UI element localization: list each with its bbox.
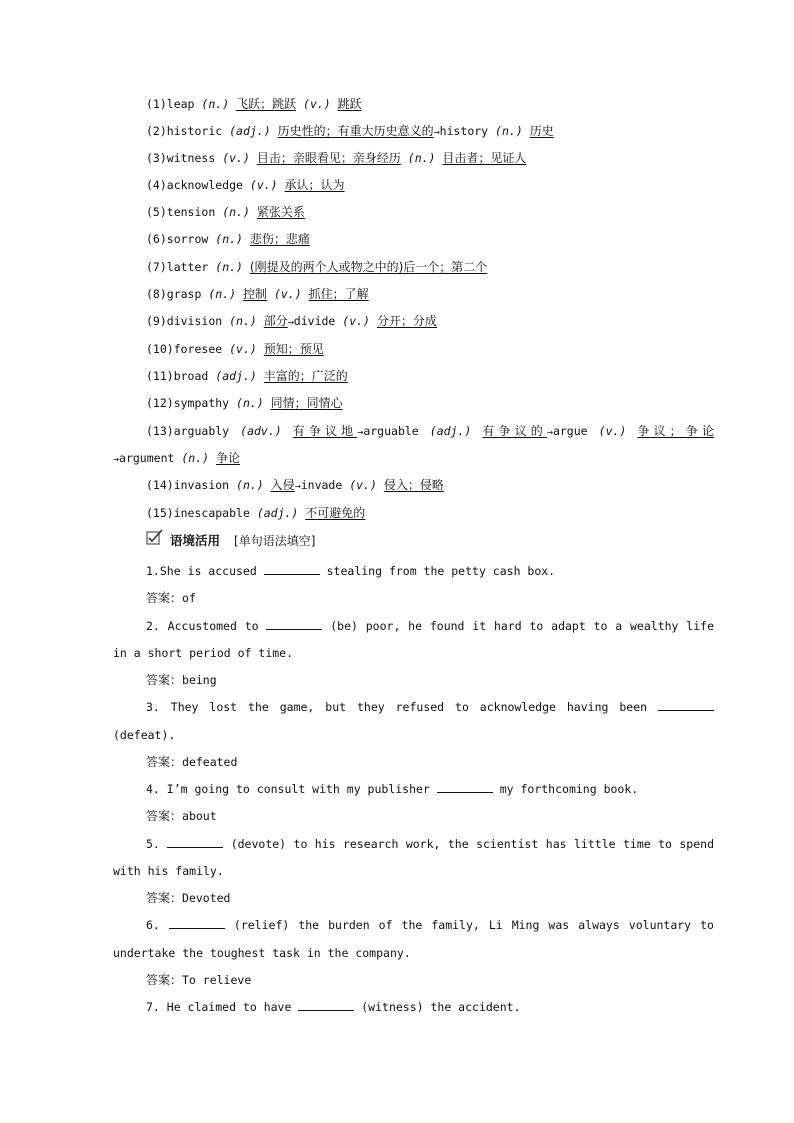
part-of-speech: (adj.) — [229, 124, 271, 138]
item-number: (2) — [146, 124, 167, 138]
answer-value: being — [182, 673, 217, 687]
item-number: (8) — [146, 287, 167, 301]
derived-word: arguable — [363, 424, 419, 438]
meaning: 目击；亲眼看见；亲身经历 — [256, 151, 401, 165]
answer-value: To relieve — [182, 973, 252, 987]
derived-word: argue — [552, 424, 588, 438]
meaning: 不可避免的 — [305, 506, 366, 520]
exercise-question: 7. He claimed to have (witness) the accident. — [146, 1000, 521, 1014]
word: broad — [173, 369, 209, 383]
word: historic — [166, 124, 223, 138]
vocab-item — [113, 199, 714, 226]
item-number: (15) — [146, 506, 174, 520]
exercise-question: 6. (relief) the burden of the family, Li Ming was always voluntary to — [146, 918, 714, 932]
item-number: (3) — [146, 151, 167, 165]
word: sympathy — [173, 396, 230, 410]
part-of-speech: (n.) — [208, 287, 237, 301]
meaning: 丰富的；广泛的 — [263, 369, 348, 383]
arrow-icon: → — [433, 127, 440, 138]
part-of-speech: (v.) — [349, 478, 377, 492]
checkmark-pencil-icon — [146, 528, 164, 555]
item-number: (6) — [146, 232, 167, 246]
item-number: (11) — [146, 369, 174, 383]
section-subtitle: [单句语法填空] — [234, 534, 316, 548]
word: tension — [166, 205, 216, 219]
item-number: (9) — [146, 314, 167, 328]
derived-word: invade — [300, 478, 343, 492]
vocab-item — [113, 363, 714, 390]
answer-blank — [167, 836, 223, 848]
exercise-question-continued: undertake the toughest task in the company. — [113, 946, 411, 960]
answer-label: 答案： — [146, 755, 183, 769]
part-of-speech: (v.) — [273, 287, 302, 301]
item-number: (1) — [146, 97, 167, 111]
vocab-item — [113, 281, 714, 308]
part-of-speech: (adj.) — [429, 424, 472, 438]
exercise-question-continued: (defeat). — [113, 728, 176, 742]
derived-word: history — [439, 124, 489, 138]
answer-blank — [264, 563, 320, 575]
meaning: 有争议地 — [292, 424, 358, 438]
part-of-speech: (v.) — [222, 151, 250, 165]
part-of-speech: (v.) — [229, 342, 257, 356]
vocab-item — [113, 390, 714, 417]
item-number: (13) — [146, 424, 174, 438]
meaning: 历史性的；有重大历史意义的 — [277, 124, 434, 138]
arrow-icon: → — [546, 427, 553, 438]
item-number: (7) — [146, 260, 167, 274]
exercise-answer — [113, 885, 714, 912]
item-number: (4) — [146, 178, 167, 192]
meaning: 跳跃 — [337, 97, 362, 111]
meaning: 历史 — [529, 124, 554, 138]
word: arguably — [173, 424, 230, 438]
section-heading — [113, 527, 714, 554]
meaning: 争议；争论 — [637, 424, 714, 438]
answer-label: 答案： — [146, 809, 183, 823]
part-of-speech: (adv.) — [240, 424, 282, 438]
exercise-question-continued: in a short period of time. — [113, 646, 294, 660]
exercise-answer — [113, 967, 714, 994]
word: foresee — [173, 342, 223, 356]
answer-blank — [658, 699, 714, 711]
part-of-speech: (n.) — [181, 451, 210, 465]
derived-word: divide — [293, 314, 336, 328]
meaning: 飞跃；跳跃 — [236, 97, 297, 111]
meaning: 部分 — [263, 314, 288, 328]
part-of-speech: (n.) — [229, 314, 257, 328]
exercise-question: 3. They lost the game, but they refused to acknowledge having been — [113, 694, 714, 721]
item-number: (14) — [146, 478, 174, 492]
answer-label: 答案： — [146, 891, 183, 905]
vocab-item — [113, 172, 714, 199]
word: division — [166, 314, 223, 328]
vocab-item — [113, 118, 714, 145]
part-of-speech: (n.) — [215, 260, 243, 274]
answer-label: 答案： — [146, 591, 183, 605]
answer-value: defeated — [182, 755, 238, 769]
item-number: (5) — [146, 205, 167, 219]
meaning: 有争议的 — [482, 424, 547, 438]
word: latter — [166, 260, 209, 274]
part-of-speech: (adj.) — [256, 506, 299, 520]
item-number: (10) — [146, 342, 174, 356]
meaning: 同情；同情心 — [270, 396, 343, 410]
vocab-item — [113, 91, 714, 118]
vocab-item — [113, 472, 714, 499]
exercise-question: 4. I’m going to consult with my publisher my forthcoming book. — [146, 782, 639, 796]
vocab-item — [113, 336, 714, 363]
meaning: 悲伤；悲痛 — [249, 232, 310, 246]
part-of-speech: (n.) — [236, 396, 264, 410]
word: witness — [166, 151, 216, 165]
part-of-speech: (v.) — [249, 178, 278, 192]
vocab-item — [113, 254, 714, 281]
vocab-item — [113, 145, 714, 172]
meaning: 争论 — [216, 451, 241, 465]
meaning: (刚提及的两个人或物之中的)后一个；第二个 — [249, 260, 488, 274]
part-of-speech: (v.) — [342, 314, 370, 328]
answer-blank — [298, 999, 354, 1011]
part-of-speech: (n.) — [222, 205, 250, 219]
answer-label: 答案： — [146, 673, 183, 687]
vocab-item — [113, 308, 714, 335]
exercise-question: 2. Accustomed to (be) poor, he found it hard to adapt to a wealthy life — [146, 619, 714, 633]
word: sorrow — [166, 232, 209, 246]
answer-value: of — [182, 591, 196, 605]
arrow-icon: → — [357, 427, 364, 438]
exercise-question-continued: with his family. — [113, 864, 224, 878]
answer-blank — [437, 781, 493, 793]
answer-value: Devoted — [182, 891, 231, 905]
exercise-answer — [113, 585, 714, 612]
word: inescapable — [173, 506, 250, 520]
part-of-speech: (adj.) — [215, 369, 257, 383]
exercise-answer — [113, 749, 714, 776]
section-title: 语境活用 — [170, 533, 221, 548]
vocab-item — [113, 226, 714, 253]
meaning: 目击者；见证人 — [442, 151, 527, 165]
exercise-answer — [113, 803, 714, 830]
arrow-icon: → — [294, 481, 301, 492]
exercise-question: 1.She is accused stealing from the petty cash box. — [146, 564, 556, 578]
part-of-speech: (n.) — [236, 478, 264, 492]
word: leap — [166, 97, 195, 111]
answer-blank — [266, 618, 322, 630]
part-of-speech: (n.) — [215, 232, 243, 246]
derived-word: argument — [119, 451, 175, 465]
meaning: 抓住；了解 — [308, 287, 369, 301]
vocab-item-continued — [113, 445, 681, 472]
part-of-speech: (n.) — [201, 97, 230, 111]
part-of-speech: (v.) — [303, 97, 331, 111]
word: acknowledge — [166, 178, 243, 192]
part-of-speech: (v.) — [598, 424, 627, 438]
answer-blank — [169, 917, 225, 929]
exercise-answer — [113, 667, 714, 694]
meaning: 预知；预见 — [263, 342, 324, 356]
arrow-icon: → — [113, 454, 120, 465]
vocab-item — [113, 500, 714, 527]
vocab-item — [113, 418, 714, 445]
part-of-speech: (n.) — [495, 124, 523, 138]
meaning: 分开；分成 — [376, 314, 437, 328]
meaning: 入侵 — [270, 478, 295, 492]
meaning: 紧张关系 — [256, 205, 305, 219]
word: invasion — [173, 478, 230, 492]
exercise-question: 5. (devote) to his research work, the scientist has little time to spend — [146, 837, 714, 851]
word: grasp — [166, 287, 202, 301]
item-number: (12) — [146, 396, 174, 410]
answer-value: about — [182, 809, 217, 823]
arrow-icon: → — [287, 317, 294, 328]
answer-label: 答案： — [146, 973, 183, 987]
meaning: 侵入；侵略 — [383, 478, 444, 492]
meaning: 承认；认为 — [284, 178, 345, 192]
meaning: 控制 — [242, 287, 267, 301]
part-of-speech: (n.) — [407, 151, 436, 165]
